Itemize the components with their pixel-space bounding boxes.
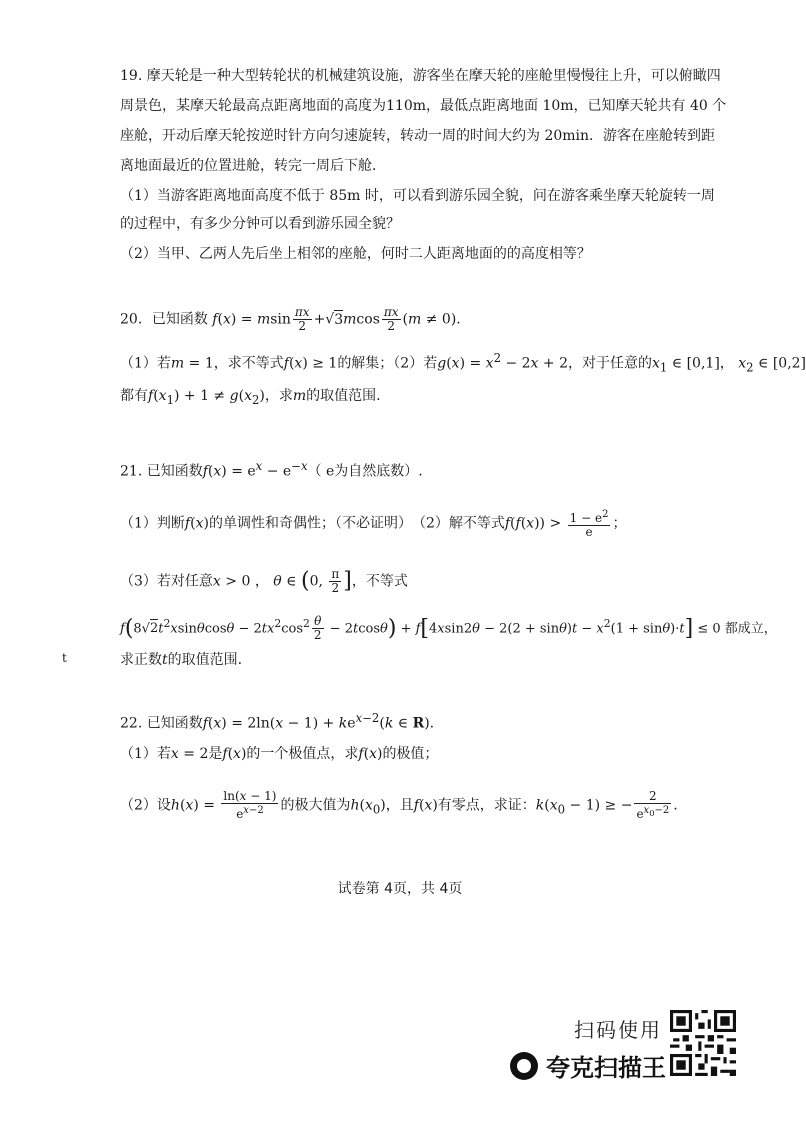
q20-part1: （1）若m = 1，求不等式f(x) ≥ 1的解集；（2）若$g(x) = x^2 - 2x + 2$，对于任意的$x_1$ ∈ [0,1]， $x_2$ ∈ [0,2] [120, 351, 806, 375]
q19-part1-a: （1）当游客距离地面高度不低于 85m 时，可以看到游乐园全貌，问在游客乘坐摩天轮旋转一周 [120, 188, 715, 204]
q19-line-4: 离地面最近的位置进舱，转完一周后下舱． [120, 158, 386, 174]
brand-name: 夸克扫描王 [546, 1054, 666, 1082]
brand-logo-icon [510, 1052, 538, 1080]
q21-last-line: 求正数t的取值范围. [120, 652, 243, 668]
q19-line-1: 19. 摩天轮是一种大型转轮状的机械建筑设施，游客坐在摩天轮的座舱里慢慢往上升，可以俯瞰四 [120, 68, 721, 84]
q19-part2: （2）当甲、乙两人先后坐上相邻的座舱，何时二人距离地面的的高度相等？ [120, 246, 591, 262]
q21-part1: （1）判断f(x)的单调性和奇偶性；（不必证明） （2）解不等式f(f(x)) > $\frac{1 - e^2}{e}$ ； [120, 509, 627, 539]
qr-code-icon[interactable] [670, 1010, 736, 1076]
margin-mark: t [62, 651, 67, 665]
q22-intro: 22. 已知函数$f(x) = 2\ln(x - 1) + ke^{x-2}(k$ ∈ R). [120, 711, 435, 732]
q21-intro: 21. 已知函数$f(x) = e^x - e^{-x}$（ e为自然底数）. [120, 459, 423, 480]
page-footer: 试卷第 4页，共 4页 [337, 881, 463, 897]
q22-part1: （1）若x = 2是f(x)的一个极值点，求f(x)的极值； [120, 746, 439, 762]
scan-label: 扫码使用 [574, 1018, 662, 1042]
q20-intro: 20．已知函数 f(x) = msin $\frac{\pi x}{2}$ +√3mcos $\frac{\pi x}{2}$ (m ≠ 0). [120, 305, 461, 333]
q21-part3: （3）若对任意x > 0 ， θ ∈ (0, $\frac{\pi}{2}$ ]，不等式 [120, 567, 408, 595]
q22-part2: （2）设h(x) = $\frac{\ln(x - 1)}{e^{x-2}}$ 的极大值为$h(x_0)$，且f(x)有零点，求证：$k(x_0 - 1)$ ≥ − $\frac{2}{e^{x_0-2}}$ . [120, 789, 678, 821]
q21-inequality: $f(8√2t^2xsin\theta\cos\theta - 2tx^2\cos^2$ $\frac{\theta}{2}$ − $2tcos\theta) + f[4xsin2\theta - 2(2 + \sin\theta)t - x^2(1 + \sin\theta)\cdot t] \le 0$ 都成立， [120, 614, 777, 643]
q19-line-3: 座舱，开动后摩天轮按逆时针方向匀速旋转，转动一周的时间大约为 20min．游客在座舱转到距 [120, 128, 716, 144]
q20-line-3: 都有$f(x_1) + 1 \ne g(x_2)$，求m的取值范围. [120, 388, 381, 407]
q19-line-2: 周景色，某摩天轮最高点距离地面的高度为110m，最低点距离地面 10m，已知摩天轮共有 40 个 [120, 98, 727, 114]
brand-watermark [510, 1048, 666, 1083]
q19-part1-b: 的过程中，有多少分钟可以看到游乐园全貌？ [120, 216, 400, 232]
